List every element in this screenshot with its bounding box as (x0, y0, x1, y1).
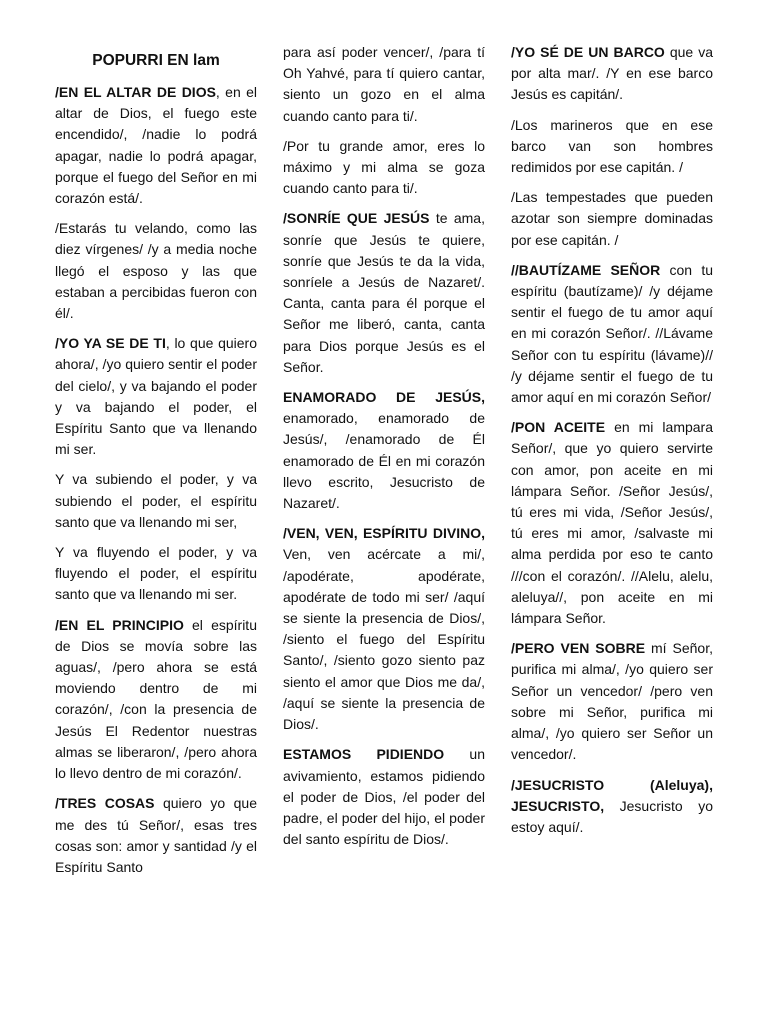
song-paragraph (55, 542, 257, 606)
song-text: Y va subiendo el poder, y va subiendo el poder, el espíritu santo que va llenando mi ser, (55, 471, 257, 530)
song-heading: //BAUTÍZAME SEÑOR (511, 261, 661, 278)
column-1 (55, 50, 257, 887)
song-heading: ENAMORADO DE JESÚS, (283, 389, 485, 406)
song-text: /Estarás tu velando, como las diez vírgenes/ /y a media noche llegó el esposo y las que estaban a percibidas fueron con él/. (55, 220, 257, 322)
song-heading: /VEN, VEN, ESPÍRITU DIVINO, (283, 525, 485, 542)
song-text: para así poder vencer/, /para tí Oh Yahvé, para tí quiero cantar, siento un gozo en el alma cuando canto para ti/. (283, 44, 485, 124)
column-2 (283, 42, 485, 859)
song-heading: /SONRÍE QUE JESÚS (283, 210, 430, 227)
song-paragraph (55, 615, 257, 785)
song-paragraph (283, 136, 485, 200)
song-paragraph (511, 775, 713, 839)
song-heading: /YO SÉ DE UN BARCO (511, 44, 665, 60)
song-text: un avivamiento, estamos pidiendo el poder de Dios, /el poder del padre, el poder del hijo, el poder del santo espíritu de Dios/. (283, 746, 485, 848)
song-text: te ama, sonríe que Jesús te quiere, sonríe que Jesús te da la vida, sonríele a Jesús de Nazaret/. Canta, canta para él porque el Señor me liberó, canta, canta para Dios porque Jesús es el Señor. (283, 210, 485, 375)
song-paragraph (55, 333, 257, 460)
song-text: en mi lampara Señor/, que yo quiero servirte con amor, pon aceite en mi lámpara Señor. /Señor Jesús/, tú eres mi vida, /Señor Jesús/, tú eres mi amor, /salvaste mi alma perdida por eso te canto ///con el corazón/. //Alelu, alelu, aleluya//, pon aceite en mi lámpara Señor. (511, 419, 714, 627)
song-paragraph (511, 187, 713, 251)
song-heading: /EN EL PRINCIPIO (55, 616, 184, 633)
song-text: quiero yo que me des tú Señor/, esas tres cosas son: amor y santidad /y el Espíritu Santo (55, 795, 257, 875)
song-text: mí Señor, purifica mi alma/, /yo quiero ser Señor un vencedor/ /pero ven sobre mi Señor, purifica mi alma/, /yo quiero ser Señor un vencedor/. (511, 640, 714, 763)
song-text: , en el altar de Dios, el fuego este encendido/, /nadie lo podrá apagar, nadie lo podrá apagar, porque el fuego del Señor en mi corazón está/. (55, 84, 257, 207)
song-heading: /EN EL ALTAR DE DIOS (55, 84, 216, 100)
song-paragraph (283, 42, 485, 127)
song-text: el espíritu de Dios se movía sobre las aguas/, /pero ahora se está moviendo dentro de mi corazón/, /con la presencia de Jesús El Redentor nuestras almas se liberaron/, /pero ahora lo llevo dentro de mi corazón/. (55, 616, 257, 782)
song-heading: /YO YA SE DE TI (55, 335, 166, 352)
song-text: , lo que quiero ahora/, /yo quiero sentir el poder del cielo/, y va bajando el poder y va bajando el poder, el Espíritu Santo que va llenando mi ser. (55, 335, 258, 458)
song-heading: /TRES COSAS (55, 795, 155, 812)
song-paragraph (283, 523, 485, 735)
song-text: enamorado, enamorado de Jesús/, /enamorado de Él enamorado de Él en mi corazón llevo escrito, Jesucristo de Nazaret/. (283, 410, 485, 512)
song-text: con tu espíritu (bautízame)/ /y déjame sentir el fuego de tu amor aquí en mi corazón Señor/. //Lávame Señor con tu espíritu (lávame)// /y déjame sentir el fuego de tu amor aquí en mi corazón Señor/ (511, 261, 713, 406)
song-paragraph (283, 387, 485, 514)
song-paragraph (55, 218, 257, 324)
song-text: /Por tu grande amor, eres lo máximo y mi alma se goza cuando canto para ti/. (283, 137, 485, 197)
song-paragraph (511, 42, 713, 106)
song-heading: /PON ACEITE (511, 419, 606, 436)
song-text: Ven, ven acércate a mi/, /apodérate, apodérate, apodérate de todo mi ser/ /aquí se siente la presencia de Dios/, /siento el fuego del Espíritu Santo/, /siento gozo siento paz siento el amor que Dios me da/, /aquí se siente la presencia de Dios/. (283, 546, 485, 733)
song-text: /Las tempestades que pueden azotar son siempre dominadas por ese capitán. / (511, 189, 713, 248)
song-paragraph (55, 469, 257, 533)
song-paragraph (283, 208, 485, 378)
column-3 (511, 42, 713, 847)
song-heading: /PERO VEN SOBRE (511, 640, 646, 657)
song-paragraph (283, 744, 485, 850)
song-paragraph (511, 115, 713, 179)
song-paragraph (511, 260, 713, 408)
song-paragraph (511, 417, 713, 629)
song-text: Y va fluyendo el poder, y va fluyendo el poder, el espíritu santo que va llenando mi ser. (55, 544, 257, 603)
song-heading: /JESUCRISTO (Aleluya), JESUCRISTO, (511, 776, 713, 814)
song-paragraph (55, 793, 257, 878)
song-text: /Los marineros que en ese barco van son hombres redimidos por ese capitán. / (511, 116, 713, 176)
song-text: Jesucristo yo estoy aquí/. (511, 797, 713, 835)
song-heading: ESTAMOS PIDIENDO (283, 746, 445, 763)
song-text: que va por alta mar/. /Y en ese barco Jesús es capitán/. (511, 44, 713, 103)
song-paragraph (55, 82, 257, 209)
document-title: POPURRI EN lam (92, 52, 220, 69)
song-paragraph (511, 638, 713, 765)
